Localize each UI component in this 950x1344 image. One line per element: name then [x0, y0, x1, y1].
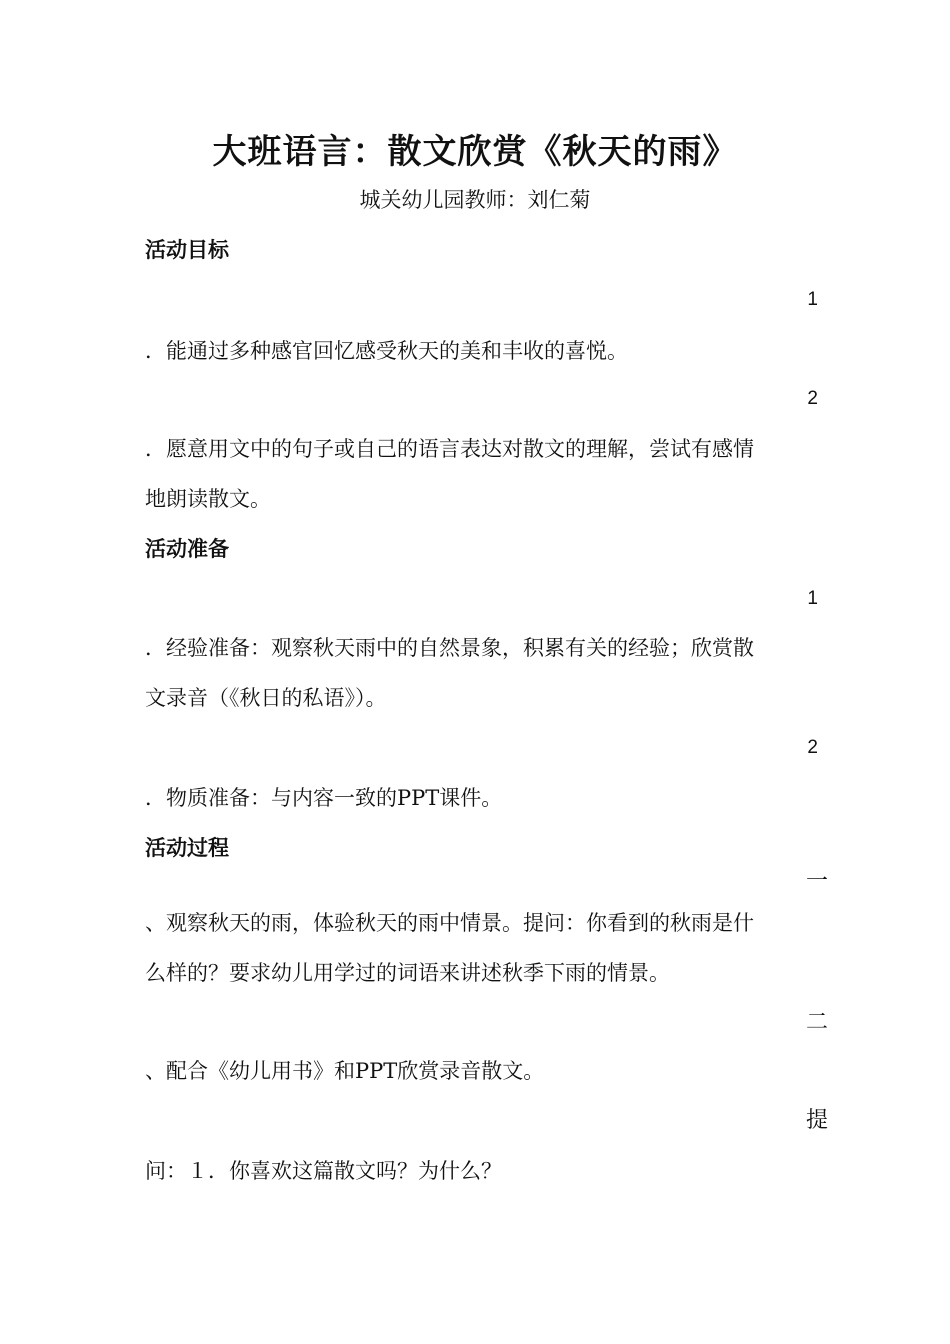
step-1-text-line1: 、观察秋天的雨，体验秋天的雨中情景。提问：你看到的秋雨是什	[145, 911, 754, 935]
section-heading-prep: 活动准备	[145, 537, 229, 561]
document-author: 城关幼儿园教师：刘仁菊	[359, 188, 591, 212]
step-2-text: 、配合《幼儿用书》和PPT欣赏录音散文。	[145, 1059, 545, 1083]
goal-2-text-line2: 地朗读散文。	[145, 487, 271, 511]
section-heading-goals: 活动目标	[145, 238, 229, 262]
prep-1-number: 1	[807, 588, 818, 609]
question-lead-char: 提	[805, 1108, 828, 1133]
step-2-number: 二	[805, 1010, 828, 1035]
prep-1-text-line1: ．经验准备：观察秋天雨中的自然景象，积累有关的经验；欣赏散	[145, 636, 754, 660]
step-1-number: 一	[805, 869, 828, 894]
prep-2-number: 2	[807, 737, 818, 758]
goal-1-text: ．能通过多种感官回忆感受秋天的美和丰收的喜悦。	[145, 339, 628, 363]
prep-1-text-line2: 文录音（《秋日的私语》）。	[145, 686, 387, 710]
goal-1-number: 1	[807, 289, 818, 310]
section-heading-process: 活动过程	[145, 836, 229, 860]
goal-2-number: 2	[807, 388, 818, 409]
goal-2-text-line1: ．愿意用文中的句子或自己的语言表达对散文的理解，尝试有感情	[145, 437, 754, 461]
document-title: 大班语言：散文欣赏《秋天的雨》	[212, 132, 738, 172]
prep-2-text: ．物质准备：与内容一致的PPT课件。	[145, 786, 503, 810]
step-1-text-line2: 么样的？要求幼儿用学过的词语来讲述秋季下雨的情景。	[145, 961, 670, 985]
question-1-text: 问：１．你喜欢这篇散文吗？为什么？	[145, 1159, 502, 1183]
